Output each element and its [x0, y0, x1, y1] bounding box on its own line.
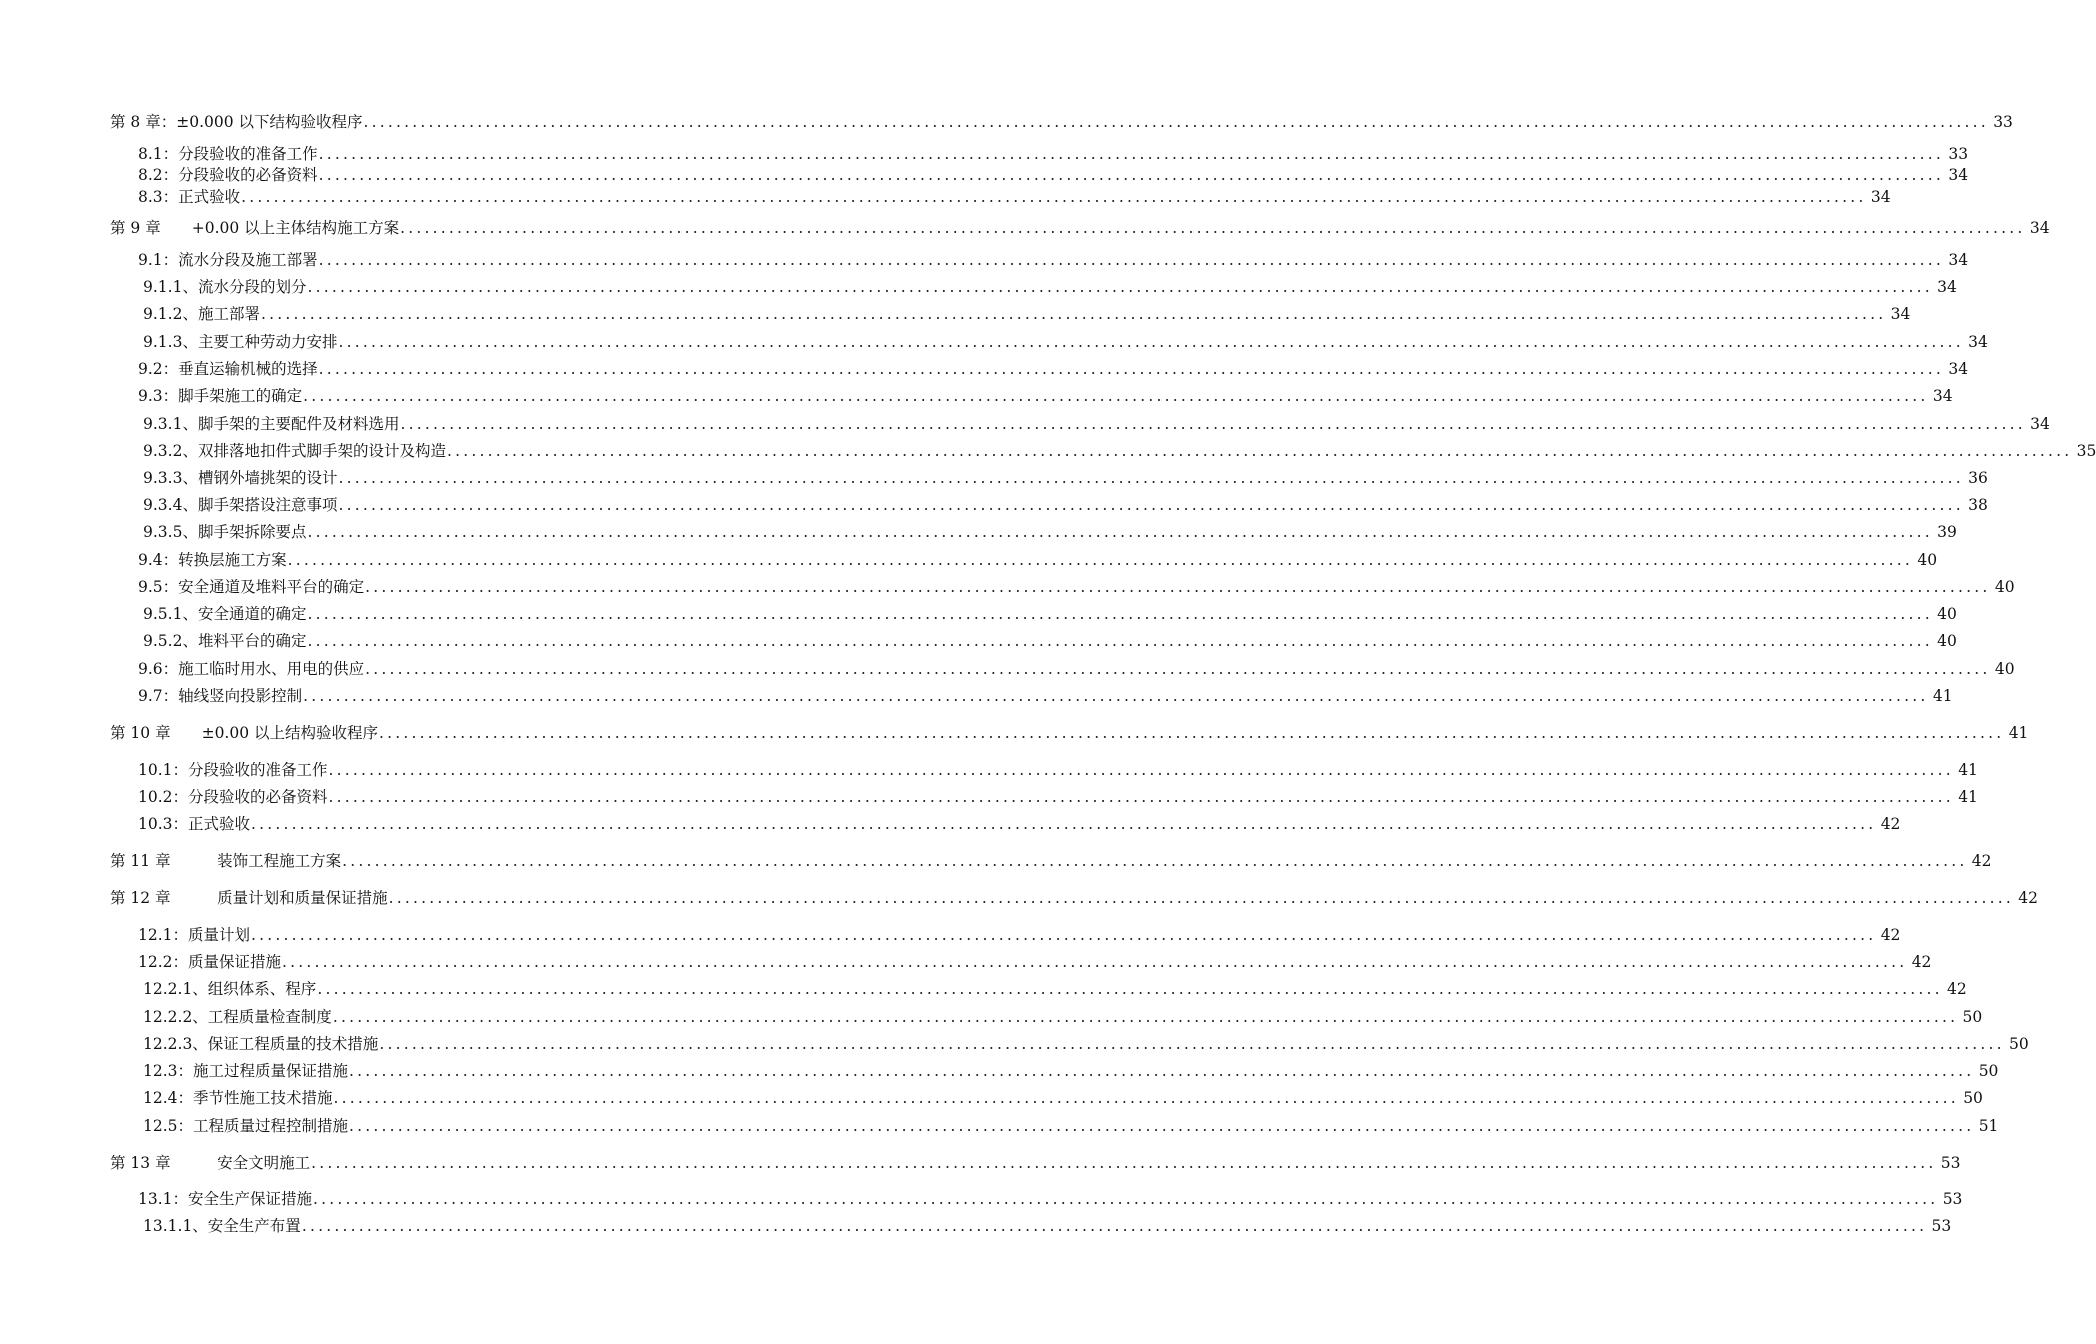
toc-page-number: 34	[2030, 415, 2050, 433]
toc-entry-title: 12.5：工程质量过程控制措施	[143, 1117, 349, 1135]
toc-page-number: 53	[1942, 1190, 1963, 1208]
toc-entry-title: 9.2：垂直运输机械的选择	[138, 360, 318, 378]
toc-entry-9-6[interactable]	[138, 659, 2015, 679]
toc-entry-10-1[interactable]	[138, 760, 1978, 780]
toc-leader-dots: ........................................................................................................................................................................................................	[282, 953, 1908, 971]
toc-page-number: 34	[1932, 387, 1953, 405]
toc-page-number: 42	[1880, 815, 1901, 833]
toc-page-number: 34	[1937, 278, 1957, 296]
toc-entry-9-1-3[interactable]	[143, 332, 1988, 352]
toc-page-number: 35	[2076, 442, 2096, 460]
toc-leader-dots: ........................................................................................................................................................................................................	[338, 469, 1964, 487]
toc-entry-9-4[interactable]	[138, 550, 1938, 570]
toc-entry-12-4[interactable]	[143, 1088, 1983, 1108]
toc-entry-ch9[interactable]	[110, 218, 2050, 238]
toc-page-number: 33	[1948, 145, 1969, 163]
toc-entry-title: 9.6：施工临时用水、用电的供应	[138, 660, 365, 678]
toc-leader-dots: ........................................................................................................................................................................................................	[251, 815, 1877, 833]
toc-leader-dots: ........................................................................................................................................................................................................	[446, 442, 2073, 460]
toc-page-number: 40	[1937, 605, 1957, 623]
toc-leader-dots: ........................................................................................................................................................................................................	[317, 980, 1943, 998]
toc-leader-dots: ........................................................................................................................................................................................................	[303, 387, 1929, 405]
toc-page-number: 53	[1940, 1154, 1961, 1172]
toc-leader-dots: ........................................................................................................................................................................................................	[307, 632, 1933, 650]
toc-entry-9-3-1[interactable]	[143, 414, 2050, 434]
toc-entry-9-7[interactable]	[138, 686, 1953, 706]
toc-entry-9-1[interactable]	[138, 250, 1969, 270]
toc-entry-title: 10.2：分段验收的必备资料	[138, 788, 328, 806]
toc-entry-title: 9.1.1、流水分段的划分	[143, 278, 307, 296]
toc-page-number: 34	[1948, 251, 1969, 269]
toc-page-number: 42	[1971, 852, 1992, 870]
toc-page-number: 34	[1890, 305, 1911, 323]
toc-entry-12-2[interactable]	[138, 952, 1932, 972]
toc-entry-title: 第 12 章 质量计划和质量保证措施	[110, 889, 388, 907]
toc-page-number: 42	[1911, 953, 1932, 971]
toc-page-number: 34	[1968, 333, 1988, 351]
toc-page-number: 41	[2008, 724, 2029, 742]
toc-entry-title: 10.3：正式验收	[138, 815, 251, 833]
toc-leader-dots: ........................................................................................................................................................................................................	[260, 305, 1887, 323]
toc-entry-9-5-2[interactable]	[143, 631, 1957, 651]
toc-leader-dots: ........................................................................................................................................................................................................	[318, 145, 1945, 163]
toc-leader-dots: ........................................................................................................................................................................................................	[311, 1154, 1937, 1172]
toc-leader-dots: ........................................................................................................................................................................................................	[333, 1089, 1959, 1107]
toc-entry-12-2-2[interactable]	[143, 1007, 1983, 1027]
toc-entry-13-1-1[interactable]	[143, 1216, 1952, 1236]
toc-entry-title: 13.1：安全生产保证措施	[138, 1190, 313, 1208]
toc-entry-title: 9.7：轴线竖向投影控制	[138, 687, 303, 705]
toc-entry-9-3-3[interactable]	[143, 468, 1988, 488]
toc-page-number: 40	[1917, 551, 1938, 569]
toc-leader-dots: ........................................................................................................................................................................................................	[318, 251, 1945, 269]
toc-page-number: 53	[1931, 1217, 1952, 1235]
toc-leader-dots: ........................................................................................................................................................................................................	[332, 1008, 1959, 1026]
toc-leader-dots: ........................................................................................................................................................................................................	[318, 360, 1945, 378]
toc-entry-9-3-5[interactable]	[143, 522, 1957, 542]
toc-entry-title: 10.1：分段验收的准备工作	[138, 761, 328, 779]
toc-leader-dots: ........................................................................................................................................................................................................	[301, 1217, 1928, 1235]
toc-entry-title: 12.1：质量计划	[138, 926, 251, 944]
toc-entry-title: 8.1：分段验收的准备工作	[138, 145, 318, 163]
toc-page-number: 40	[1937, 632, 1957, 650]
toc-page-number: 50	[1978, 1062, 1999, 1080]
toc-entry-title: 第 10 章 ±0.00 以上结构验收程序	[110, 724, 379, 742]
toc-leader-dots: ........................................................................................................................................................................................................	[338, 333, 1964, 351]
toc-page-number: 51	[1978, 1117, 1999, 1135]
toc-leader-dots: ........................................................................................................................................................................................................	[313, 1190, 1939, 1208]
toc-page-number: 42	[2018, 889, 2038, 907]
toc-entry-9-1-1[interactable]	[143, 277, 1957, 297]
toc-leader-dots: ........................................................................................................................................................................................................	[379, 724, 2005, 742]
toc-leader-dots: ........................................................................................................................................................................................................	[307, 605, 1933, 623]
toc-entry-title: 第 11 章 装饰工程施工方案	[110, 852, 342, 870]
toc-entry-title: 12.2：质量保证措施	[138, 953, 282, 971]
toc-entry-title: 12.2.1、组织体系、程序	[143, 980, 317, 998]
toc-entry-12-3[interactable]	[143, 1061, 1999, 1081]
toc-entry-title: 12.2.2、工程质量检查制度	[143, 1008, 332, 1026]
toc-page-number: 34	[1948, 360, 1969, 378]
toc-page-number: 41	[1932, 687, 1953, 705]
toc-entry-title: 9.5.2、堆料平台的确定	[143, 632, 307, 650]
toc-leader-dots: ........................................................................................................................................................................................................	[241, 188, 1867, 206]
toc-entry-title: 9.5.1、安全通道的确定	[143, 605, 307, 623]
toc-entry-title: 9.3.2、双排落地扣件式脚手架的设计及构造	[143, 442, 446, 460]
toc-leader-dots: ........................................................................................................................................................................................................	[363, 113, 1989, 131]
toc-entry-title: 9.3：脚手架施工的确定	[138, 387, 303, 405]
toc-entry-8-1[interactable]	[138, 144, 1969, 164]
toc-leader-dots: ........................................................................................................................................................................................................	[342, 852, 1968, 870]
toc-page-number: 39	[1937, 523, 1957, 541]
toc-entry-9-3-2[interactable]	[143, 441, 2096, 461]
toc-entry-title: 第 13 章 安全文明施工	[110, 1154, 311, 1172]
toc-entry-title: 第 8 章：±0.000 以下结构验收程序	[110, 113, 363, 131]
toc-entry-9-5-1[interactable]	[143, 604, 1957, 624]
toc-entry-9-1-2[interactable]	[143, 304, 1911, 324]
toc-leader-dots: ........................................................................................................................................................................................................	[328, 761, 1954, 779]
toc-entry-9-3-4[interactable]	[143, 495, 1988, 515]
toc-entry-12-2-1[interactable]	[143, 979, 1967, 999]
toc-page-number: 36	[1968, 469, 1988, 487]
toc-leader-dots: ........................................................................................................................................................................................................	[303, 687, 1929, 705]
toc-entry-9-3[interactable]	[138, 386, 1953, 406]
toc-entry-title: 9.1.3、主要工种劳动力安排	[143, 333, 338, 351]
toc-entry-title: 9.1：流水分段及施工部署	[138, 251, 318, 269]
toc-entry-title: 9.3.1、脚手架的主要配件及材料选用	[143, 415, 400, 433]
toc-leader-dots: ........................................................................................................................................................................................................	[349, 1117, 1975, 1135]
toc-entry-ch8[interactable]	[110, 112, 2013, 132]
toc-entry-ch12[interactable]	[110, 888, 2038, 908]
toc-page-number: 34	[1870, 188, 1891, 206]
toc-leader-dots: ........................................................................................................................................................................................................	[400, 415, 2026, 433]
toc-entry-title: 9.3.4、脚手架搭设注意事项	[143, 496, 338, 514]
toc-page-number: 41	[1958, 761, 1978, 779]
toc-page-number: 50	[1962, 1008, 1983, 1026]
toc-entry-title: 8.3：正式验收	[138, 188, 241, 206]
toc-entry-title: 9.3.3、槽钢外墙挑架的设计	[143, 469, 338, 487]
toc-entry-title: 12.2.3、保证工程质量的技术措施	[143, 1035, 379, 1053]
toc-leader-dots: ........................................................................................................................................................................................................	[400, 219, 2026, 237]
toc-page-number: 50	[2008, 1035, 2029, 1053]
toc-page-number: 42	[1880, 926, 1901, 944]
toc-leader-dots: ........................................................................................................................................................................................................	[365, 660, 1991, 678]
toc-entry-ch10[interactable]	[110, 723, 2029, 743]
toc-entry-12-5[interactable]	[143, 1116, 1999, 1136]
toc-entry-9-5[interactable]	[138, 577, 2015, 597]
toc-entry-title: 9.3.5、脚手架拆除要点	[143, 523, 307, 541]
toc-entry-title: 9.1.2、施工部署	[143, 305, 260, 323]
toc-page-number: 34	[1948, 166, 1969, 184]
toc-page-number: 40	[1994, 578, 2015, 596]
toc-entry-8-3[interactable]	[138, 187, 1891, 207]
toc-page-number: 33	[1993, 113, 2013, 131]
toc-entry-10-3[interactable]	[138, 814, 1901, 834]
toc-leader-dots: ........................................................................................................................................................................................................	[328, 788, 1954, 806]
toc-entry-12-2-3[interactable]	[143, 1034, 2029, 1054]
toc-entry-title: 13.1.1、安全生产布置	[143, 1217, 301, 1235]
toc-leader-dots: ........................................................................................................................................................................................................	[307, 523, 1933, 541]
toc-entry-ch13[interactable]	[110, 1153, 1961, 1173]
toc-page-number: 38	[1968, 496, 1988, 514]
toc-page-number: 34	[2029, 219, 2050, 237]
toc-entry-ch11[interactable]	[110, 851, 1992, 871]
toc-entry-13-1[interactable]	[138, 1189, 1963, 1209]
toc-leader-dots: ........................................................................................................................................................................................................	[338, 496, 1964, 514]
toc-page-number: 41	[1958, 788, 1978, 806]
toc-leader-dots: ........................................................................................................................................................................................................	[388, 889, 2014, 907]
toc-leader-dots: ........................................................................................................................................................................................................	[287, 551, 1914, 569]
toc-leader-dots: ........................................................................................................................................................................................................	[349, 1062, 1975, 1080]
toc-entry-10-2[interactable]	[138, 787, 1978, 807]
toc-entry-title: 8.2：分段验收的必备资料	[138, 166, 318, 184]
toc-entry-title: 12.4：季节性施工技术措施	[143, 1089, 333, 1107]
toc-leader-dots: ........................................................................................................................................................................................................	[379, 1035, 2005, 1053]
toc-entry-8-2[interactable]	[138, 165, 1969, 185]
toc-page-number: 50	[1963, 1089, 1983, 1107]
toc-entry-title: 第 9 章 +0.00 以上主体结构施工方案	[110, 219, 400, 237]
toc-leader-dots: ........................................................................................................................................................................................................	[307, 278, 1933, 296]
toc-entry-title: 9.5：安全通道及堆料平台的确定	[138, 578, 365, 596]
toc-entry-12-1[interactable]	[138, 925, 1901, 945]
toc-entry-title: 12.3：施工过程质量保证措施	[143, 1062, 349, 1080]
toc-leader-dots: ........................................................................................................................................................................................................	[318, 166, 1945, 184]
toc-leader-dots: ........................................................................................................................................................................................................	[365, 578, 1991, 596]
toc-page-number: 40	[1994, 660, 2015, 678]
toc-entry-title: 9.4：转换层施工方案	[138, 551, 287, 569]
toc-entry-9-2[interactable]	[138, 359, 1969, 379]
toc-leader-dots: ........................................................................................................................................................................................................	[251, 926, 1877, 944]
toc-page-number: 42	[1946, 980, 1967, 998]
